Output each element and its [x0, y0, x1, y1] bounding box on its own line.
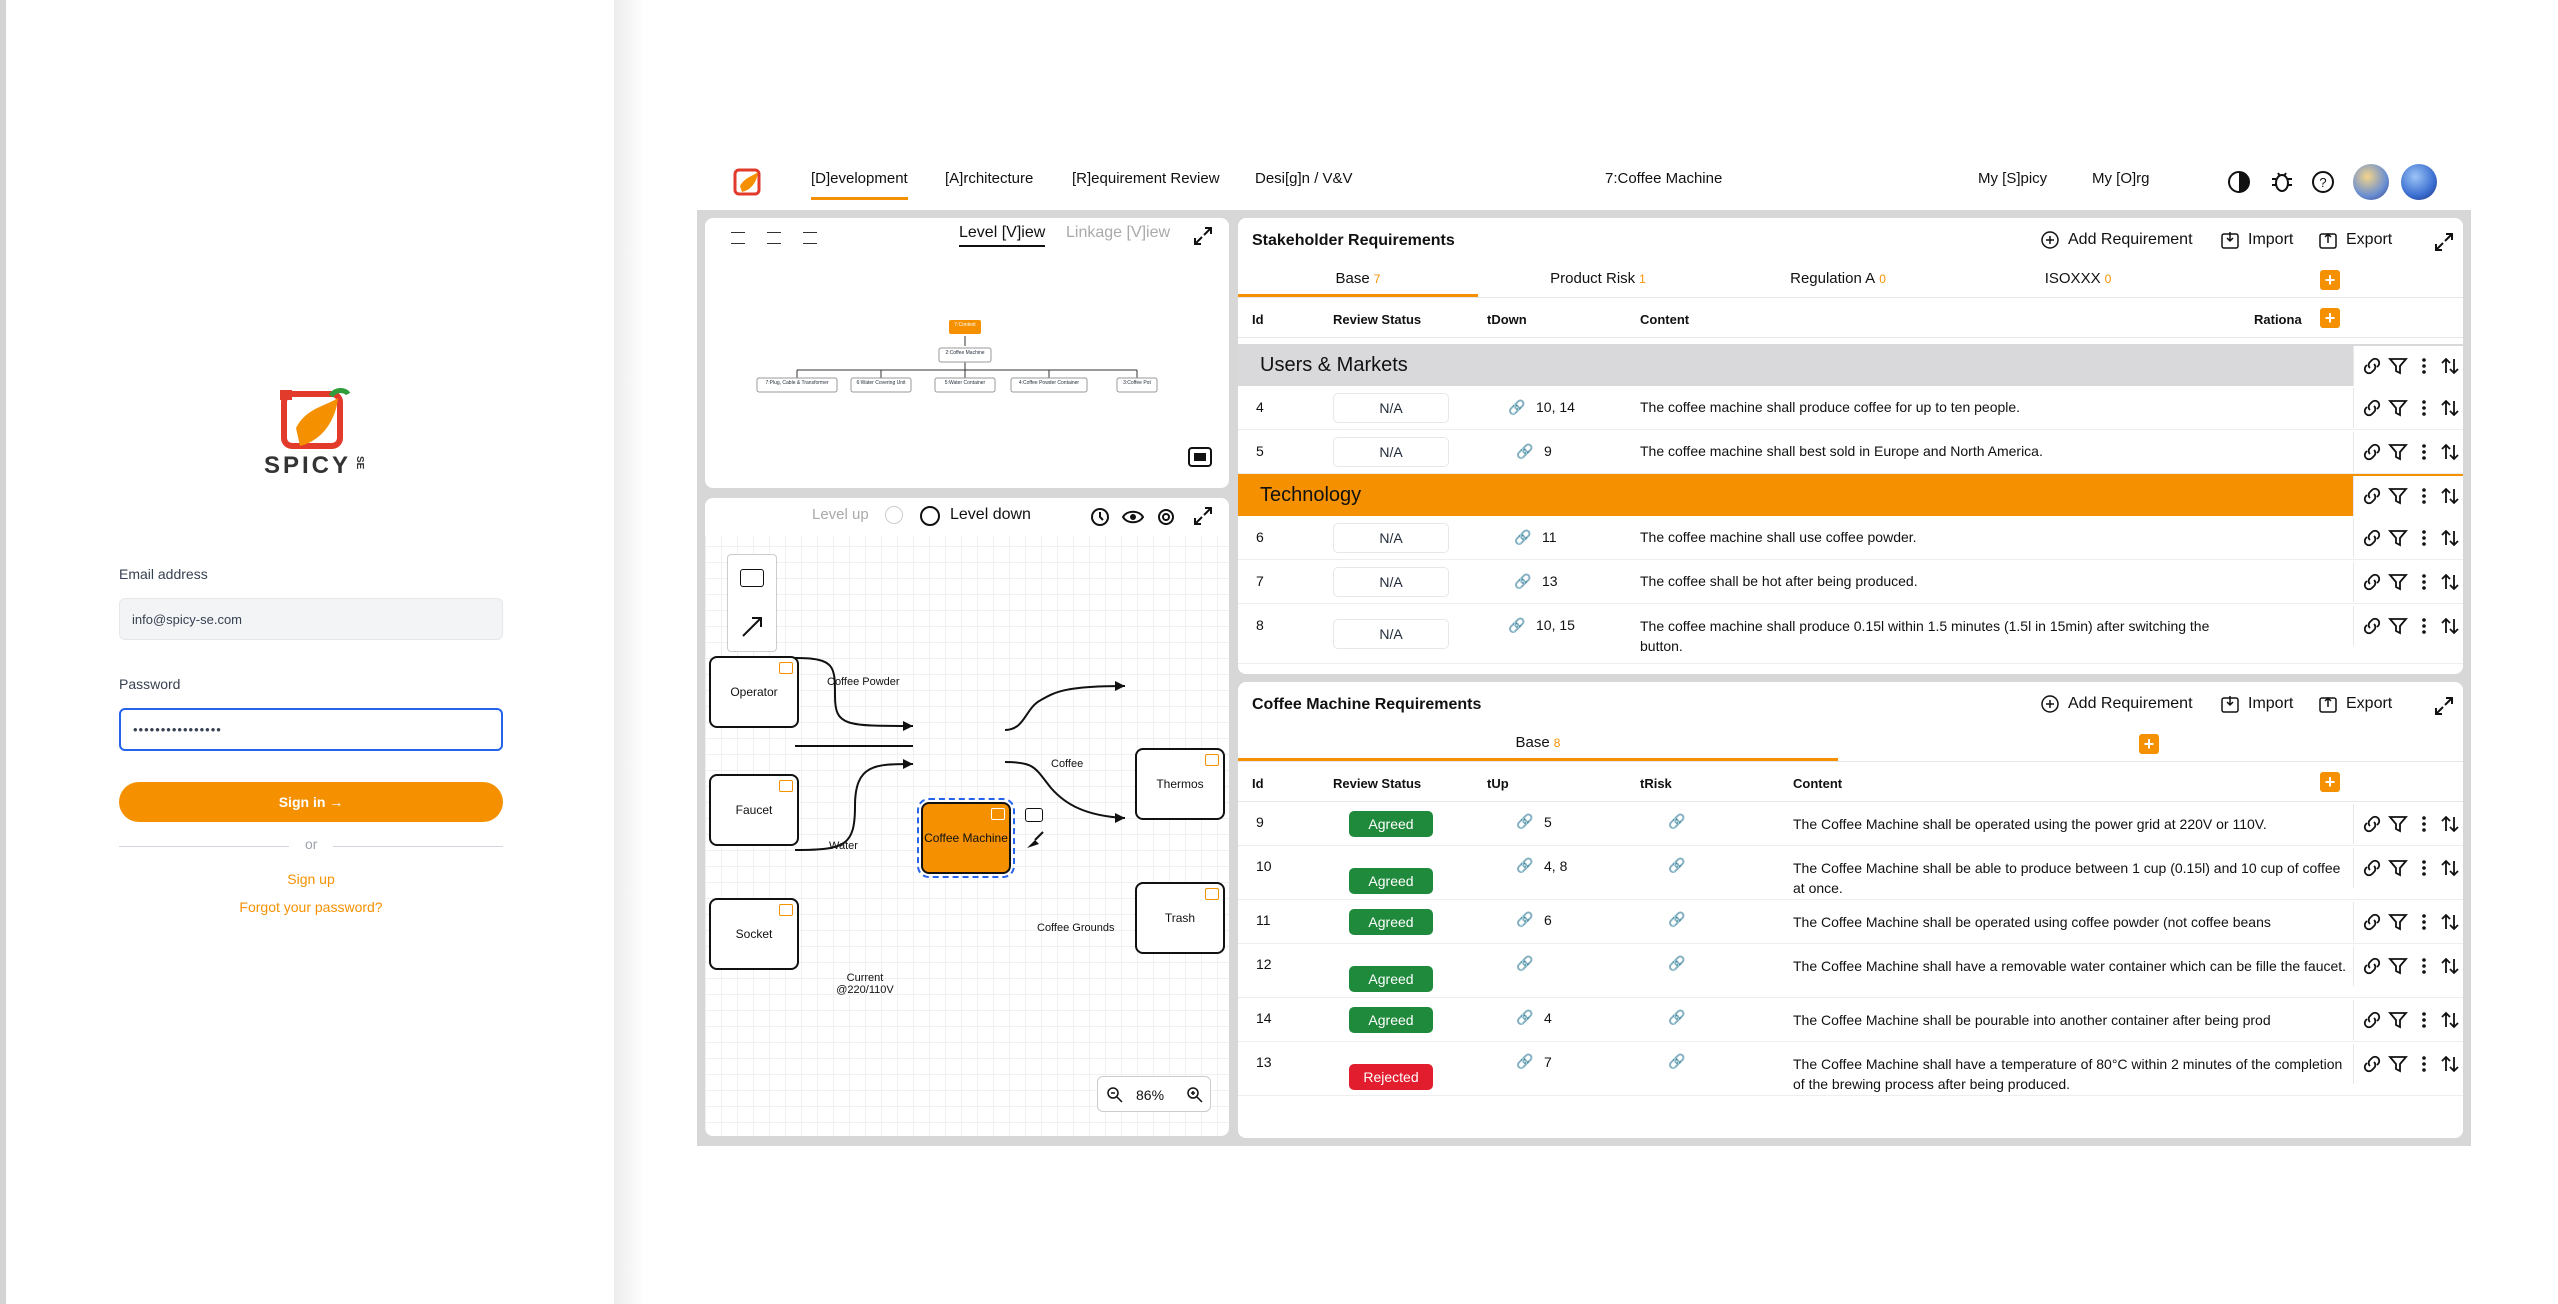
or-separator: or [305, 836, 318, 852]
sign-in-button[interactable]: Sign in → [119, 782, 503, 822]
password-field[interactable]: •••••••••••••••• [119, 708, 503, 751]
risk-link-icon[interactable]: 🔗 [1668, 813, 1686, 829]
row-id: 9 [1256, 814, 1264, 830]
node-label: Faucet [735, 803, 773, 817]
row-actions [2353, 518, 2463, 558]
link-icon[interactable] [2362, 1054, 2382, 1074]
trace-links: 13 [1542, 573, 1558, 589]
more-vertical-icon[interactable] [2414, 398, 2434, 418]
requirement-content[interactable]: The Coffee Machine shall be able to produce between 1 cup (0.15l) and 10 cup of coffee at once. [1793, 860, 2341, 896]
table-row[interactable] [1238, 386, 2463, 430]
row-actions [2353, 346, 2463, 386]
tree-leaf-label: 6:Water Covering Unit [856, 380, 906, 386]
export-icon [2318, 230, 2338, 250]
export-icon [2318, 694, 2338, 714]
requirement-content[interactable]: The coffee machine shall produce coffee for up to ten people. [1640, 399, 2021, 415]
group-header[interactable] [1238, 344, 2463, 386]
level-tree [745, 318, 1185, 398]
project-title: 7:Coffee Machine [1605, 170, 1723, 187]
table-header [1238, 762, 2463, 802]
divider-left [119, 846, 289, 847]
table-row[interactable] [1238, 516, 2463, 560]
column-header: Content [1640, 312, 1690, 327]
button-label: Export [2346, 695, 2393, 712]
filter-icon[interactable] [2388, 356, 2408, 376]
link-icon[interactable]: 🔗 [1508, 617, 1526, 633]
more-vertical-icon[interactable] [2414, 1010, 2434, 1030]
filter-icon[interactable] [2388, 486, 2408, 506]
more-vertical-icon[interactable] [2414, 572, 2434, 592]
stakeholder-requirements-panel [1238, 218, 2463, 674]
review-status[interactable]: N/A [1333, 619, 1449, 649]
node-label: Socket [735, 927, 773, 941]
node-operator[interactable] [709, 656, 799, 728]
expand-icon[interactable] [1193, 226, 1213, 246]
add-requirement-button[interactable] [2040, 694, 2193, 714]
filter-icon[interactable] [2388, 442, 2408, 462]
panel-title: Stakeholder Requirements [1252, 232, 1455, 249]
zoom-out-icon[interactable] [1106, 1086, 1124, 1104]
arrow-down-icon [920, 506, 940, 526]
tab-label: Regulation A [1790, 270, 1876, 287]
password-label: Password [119, 676, 181, 692]
link-icon[interactable]: 🔗 [1514, 529, 1532, 545]
review-status[interactable]: N/A [1333, 523, 1449, 553]
more-vertical-icon[interactable] [2414, 912, 2434, 932]
table-row[interactable] [1238, 560, 2463, 604]
row-id: 10 [1256, 858, 1272, 874]
app-logo-icon[interactable] [733, 168, 763, 196]
divider-right [333, 846, 503, 847]
tab-bar [1238, 724, 2463, 762]
more-vertical-icon[interactable] [2414, 616, 2434, 636]
expand-icon[interactable] [1193, 506, 1213, 526]
sort-icon[interactable] [2440, 1054, 2460, 1074]
filter-icon[interactable] [2388, 1010, 2408, 1030]
requirement-content[interactable]: The Coffee Machine shall be operated using the power grid at 220V or 110V. [1793, 816, 2267, 832]
tab-label: Base [1335, 270, 1370, 287]
row-id: 13 [1256, 1054, 1272, 1070]
row-actions [2353, 562, 2463, 602]
node-socket[interactable] [709, 898, 799, 970]
requirement-content[interactable]: The Coffee Machine shall be pourable into another container after being prod [1793, 1012, 2271, 1028]
sort-icon[interactable] [2440, 442, 2460, 462]
tab-design-vv[interactable]: Desi[g]n / V&V [1255, 170, 1353, 187]
email-label: Email address [119, 566, 208, 582]
risk-link-icon[interactable]: 🔗 [1668, 1009, 1686, 1025]
column-header: Id [1252, 776, 1264, 791]
group-label: Technology [1260, 483, 1362, 506]
email-field[interactable]: info@spicy-se.com [119, 598, 503, 640]
button-label: Import [2248, 695, 2294, 712]
column-header: Review Status [1333, 776, 1422, 791]
requirement-content[interactable]: The coffee shall be hot after being produced. [1640, 573, 1918, 589]
login-panel [0, 0, 614, 1304]
zoom-in-icon[interactable] [1186, 1086, 1204, 1104]
edge-label: Coffee Powder [827, 676, 900, 688]
node-thermos[interactable] [1135, 748, 1225, 820]
column-header: tRisk [1640, 776, 1672, 791]
import-button[interactable] [2220, 694, 2293, 714]
tab-architecture[interactable]: [A]rchitecture [945, 170, 1034, 187]
fit-view-icon[interactable] [1187, 446, 1213, 468]
align-center-icon[interactable] [767, 232, 781, 244]
filter-icon[interactable] [2388, 858, 2408, 878]
link-icon[interactable]: 🔗 [1508, 399, 1526, 415]
tab-bar [1238, 260, 2463, 298]
row-actions [2353, 848, 2463, 888]
sort-icon[interactable] [2440, 814, 2460, 834]
node-coffee-machine[interactable] [921, 802, 1011, 874]
row-actions [2353, 476, 2463, 516]
row-id: 12 [1256, 956, 1272, 972]
table-row[interactable] [1238, 802, 2463, 846]
zoom-control [1097, 1076, 1211, 1112]
connector-handle[interactable] [1025, 808, 1043, 822]
more-vertical-icon[interactable] [2414, 956, 2434, 976]
more-vertical-icon[interactable] [2414, 1054, 2434, 1074]
brand-name: SPICY [264, 452, 352, 479]
sort-icon[interactable] [2440, 616, 2460, 636]
filter-icon[interactable] [2388, 1054, 2408, 1074]
add-column-button[interactable]: + [2320, 308, 2340, 328]
my-org-link[interactable]: My [O]rg [2092, 170, 2150, 187]
row-actions [2353, 804, 2463, 844]
tree-root-label: 7:Context [954, 322, 976, 328]
tab-label: Base [1515, 734, 1550, 751]
review-status[interactable]: Agreed [1349, 868, 1433, 894]
node-trash[interactable] [1135, 882, 1225, 954]
top-navigation [697, 148, 2471, 210]
avatar-user[interactable] [2353, 164, 2389, 200]
row-actions [2353, 388, 2463, 428]
brand-suffix: SE [354, 456, 365, 470]
column-header: tDown [1487, 312, 1527, 327]
link-icon[interactable] [2362, 528, 2382, 548]
button-label: Export [2346, 231, 2393, 248]
link-icon[interactable]: 🔗 [1516, 443, 1534, 459]
row-actions [2353, 902, 2463, 942]
link-icon[interactable] [2362, 616, 2382, 636]
review-status[interactable]: N/A [1333, 567, 1449, 597]
gear-icon[interactable] [1155, 506, 1177, 528]
table-row[interactable] [1238, 998, 2463, 1042]
column-header: tUp [1487, 776, 1509, 791]
filter-icon[interactable] [2388, 616, 2408, 636]
link-icon[interactable] [2362, 912, 2382, 932]
table-row[interactable] [1238, 430, 2463, 474]
tree-leaf-label: 7:Plug, Cable & Transformer [765, 380, 829, 386]
plus-circle-icon [2040, 694, 2060, 714]
add-tab-button[interactable]: + [2139, 734, 2159, 754]
row-id: 11 [1256, 912, 1271, 928]
align-right-icon[interactable] [803, 232, 817, 244]
tab-base[interactable] [1238, 734, 1838, 751]
button-label: Import [2248, 231, 2294, 248]
panel-title: Coffee Machine Requirements [1252, 696, 1482, 713]
panel-shadow [614, 0, 644, 1304]
export-button[interactable] [2318, 694, 2392, 714]
tab-label: Product Risk [1550, 270, 1636, 287]
column-header: Id [1252, 312, 1264, 327]
link-icon[interactable] [2362, 398, 2382, 418]
requirement-content[interactable]: The Coffee Machine shall be operated using coffee powder (not coffee beans [1793, 914, 2271, 930]
row-id: 8 [1256, 617, 1264, 633]
tree-child-label: 2:Coffee Machine [945, 350, 985, 356]
active-tab-indicator [1238, 294, 1478, 297]
risk-link-icon[interactable]: 🔗 [1668, 1053, 1686, 1069]
workspace [697, 210, 2471, 1146]
column-header: Review Status [1333, 312, 1422, 327]
trace-links: 7 [1544, 1054, 1552, 1070]
filter-icon[interactable] [2388, 814, 2408, 834]
link-icon[interactable]: 🔗 [1516, 857, 1534, 873]
sort-icon[interactable] [2440, 956, 2460, 976]
align-left-icon[interactable] [731, 232, 745, 244]
sign-up-link[interactable]: Sign up [287, 871, 335, 887]
requirement-content[interactable]: The Coffee Machine shall have a temperature of 80°C within 2 minutes of the completion of the brewing process after being produced. [1793, 1056, 2343, 1092]
trace-links: 4, 8 [1544, 858, 1568, 874]
add-tab-button[interactable]: + [2320, 270, 2340, 290]
group-header[interactable] [1238, 474, 2463, 516]
link-icon[interactable]: 🔗 [1516, 813, 1534, 829]
sort-icon[interactable] [2440, 1010, 2460, 1030]
more-vertical-icon[interactable] [2414, 814, 2434, 834]
row-actions [2353, 1000, 2463, 1040]
trace-links: 4 [1544, 1010, 1552, 1026]
zoom-level: 86% [1136, 1087, 1165, 1103]
export-button[interactable] [2318, 230, 2392, 250]
table-row[interactable] [1238, 1042, 2463, 1096]
filter-icon[interactable] [2388, 956, 2408, 976]
node-label: Coffee Machine [924, 831, 1008, 845]
tab-level-view[interactable]: Level [V]iew [959, 224, 1045, 247]
trace-links: 11 [1542, 529, 1557, 545]
node-faucet[interactable] [709, 774, 799, 846]
link-icon[interactable]: 🔗 [1516, 955, 1534, 971]
row-actions [2353, 1044, 2463, 1084]
row-actions [2353, 606, 2463, 646]
risk-link-icon[interactable]: 🔗 [1668, 911, 1686, 927]
edge-label: Coffee Grounds [1037, 922, 1115, 934]
trace-links: 10, 15 [1536, 617, 1575, 633]
spicy-logo-icon [276, 388, 356, 458]
tab-product-risk[interactable] [1478, 270, 1718, 287]
table-row[interactable] [1238, 846, 2463, 900]
level-up-button[interactable]: Level up [812, 506, 869, 523]
node-label: Operator [730, 685, 778, 699]
svg-text:?: ? [2319, 175, 2327, 190]
link-icon[interactable] [2362, 572, 2382, 592]
risk-link-icon[interactable]: 🔗 [1668, 857, 1686, 873]
my-spicy-link[interactable]: My [S]picy [1978, 170, 2048, 187]
table-row[interactable] [1238, 604, 2463, 664]
contrast-icon[interactable] [2227, 170, 2251, 194]
sort-icon[interactable] [2440, 912, 2460, 932]
more-vertical-icon[interactable] [2414, 442, 2434, 462]
expand-icon[interactable] [2434, 696, 2454, 716]
import-icon [2220, 230, 2240, 250]
table-row[interactable] [1238, 900, 2463, 944]
row-id: 6 [1256, 529, 1264, 545]
button-label: Add Requirement [2068, 695, 2193, 712]
table-header [1238, 298, 2463, 338]
trace-links: 6 [1544, 912, 1552, 928]
trace-links: 10, 14 [1536, 399, 1575, 415]
import-icon [2220, 694, 2240, 714]
link-icon[interactable]: 🔗 [1514, 573, 1532, 589]
link-icon[interactable]: 🔗 [1516, 1053, 1534, 1069]
tab-count: 8 [1553, 736, 1561, 750]
add-requirement-button[interactable] [2040, 230, 2193, 250]
expand-icon[interactable] [2434, 232, 2454, 252]
button-label: Add Requirement [2068, 231, 2193, 248]
filter-icon[interactable] [2388, 528, 2408, 548]
link-icon[interactable] [2362, 814, 2382, 834]
requirement-content[interactable]: The coffee machine shall produce 0.15l within 1.5 minutes (1.5l in 15min) after switching the button. [1640, 618, 2210, 654]
arrow-up-icon [885, 506, 903, 524]
row-id: 14 [1256, 1010, 1272, 1026]
forgot-password-link[interactable]: Forgot your password? [239, 899, 383, 915]
link-icon[interactable] [2362, 858, 2382, 878]
review-status[interactable]: Agreed [1349, 1007, 1433, 1033]
sort-icon[interactable] [2440, 858, 2460, 878]
review-status[interactable]: Agreed [1349, 966, 1433, 992]
sort-icon[interactable] [2440, 398, 2460, 418]
sort-icon[interactable] [2440, 356, 2460, 376]
row-id: 7 [1256, 573, 1264, 589]
active-tab-indicator [1238, 758, 1838, 761]
group-label: Users & Markets [1260, 353, 1408, 376]
filter-icon[interactable] [2388, 572, 2408, 592]
more-vertical-icon[interactable] [2414, 858, 2434, 878]
requirement-content[interactable]: The Coffee Machine shall have a removable water container which can be fille the faucet. [1793, 958, 2347, 974]
review-status[interactable]: Agreed [1349, 909, 1433, 935]
sort-icon[interactable] [2440, 528, 2460, 548]
row-actions [2353, 946, 2463, 986]
edge-label: Water [829, 840, 858, 852]
tab-count: 1 [1639, 272, 1646, 286]
import-button[interactable] [2220, 230, 2293, 250]
more-vertical-icon[interactable] [2414, 528, 2434, 548]
requirement-content[interactable]: The coffee machine shall best sold in Europe and North America. [1640, 443, 2043, 459]
filter-icon[interactable] [2388, 398, 2408, 418]
bug-icon[interactable] [2270, 170, 2294, 194]
eye-icon[interactable] [1121, 506, 1145, 528]
app-preview [697, 148, 2471, 1146]
diagram-panel [705, 498, 1229, 1136]
level-down-button[interactable]: Level down [950, 506, 1031, 523]
trace-links: 9 [1544, 443, 1552, 459]
tree-leaf-label: 3:Coffee Pot [1123, 380, 1151, 386]
tab-count: 0 [2104, 272, 2112, 286]
requirement-content[interactable]: The coffee machine shall use coffee powder. [1640, 529, 1917, 545]
tab-isoxxx[interactable] [1958, 270, 2198, 287]
sort-icon[interactable] [2440, 486, 2460, 506]
link-icon[interactable] [2362, 486, 2382, 506]
tab-linkage-view[interactable]: Linkage [V]iew [1066, 224, 1171, 241]
column-header: Content [1793, 776, 1843, 791]
plus-circle-icon [2040, 230, 2060, 250]
sort-icon[interactable] [2440, 572, 2460, 592]
review-status[interactable]: N/A [1333, 393, 1449, 423]
link-icon[interactable] [2362, 356, 2382, 376]
link-icon[interactable]: 🔗 [1516, 1009, 1534, 1025]
filter-icon[interactable] [2388, 912, 2408, 932]
trace-links: 5 [1544, 814, 1552, 830]
review-status[interactable]: N/A [1333, 437, 1449, 467]
tab-count: 7 [1373, 272, 1381, 286]
help-icon[interactable] [2311, 170, 2335, 194]
link-icon[interactable] [2362, 956, 2382, 976]
column-header: Rationa [2254, 312, 2302, 327]
more-vertical-icon[interactable] [2414, 486, 2434, 506]
risk-link-icon[interactable]: 🔗 [1668, 955, 1686, 971]
coffee-machine-requirements-panel [1238, 682, 2463, 1138]
avatar-org[interactable] [2401, 164, 2437, 200]
row-id: 5 [1256, 443, 1264, 459]
tab-base[interactable] [1238, 270, 1478, 287]
node-label: Trash [1164, 911, 1196, 925]
table-row[interactable] [1238, 944, 2463, 998]
edge-label: Coffee [1051, 758, 1084, 770]
tab-regulation-a[interactable] [1718, 270, 1958, 287]
add-column-button[interactable]: + [2320, 772, 2340, 792]
tab-count: 0 [1879, 272, 1886, 286]
link-icon[interactable] [2362, 442, 2382, 462]
more-vertical-icon[interactable] [2414, 356, 2434, 376]
tree-leaf-label: 5:Water Container [944, 380, 986, 386]
link-icon[interactable] [2362, 1010, 2382, 1030]
review-status[interactable]: Agreed [1349, 811, 1433, 837]
tab-requirement-review[interactable]: [R]equirement Review [1072, 170, 1220, 187]
row-id: 4 [1256, 399, 1264, 415]
row-actions [2353, 432, 2463, 472]
tab-development[interactable]: [D]evelopment [811, 170, 908, 200]
link-icon[interactable]: 🔗 [1516, 911, 1534, 927]
tree-leaf-label: 4:Coffee Powder Container [1018, 380, 1080, 386]
review-status[interactable]: Rejected [1349, 1064, 1433, 1090]
node-label: Thermos [1156, 777, 1204, 791]
brush-icon[interactable] [1023, 828, 1047, 852]
tab-label: ISOXXX [2044, 270, 2101, 287]
level-view-panel [705, 218, 1229, 488]
history-icon[interactable] [1089, 506, 1111, 528]
edge-label: Current @220/110V [836, 972, 894, 996]
